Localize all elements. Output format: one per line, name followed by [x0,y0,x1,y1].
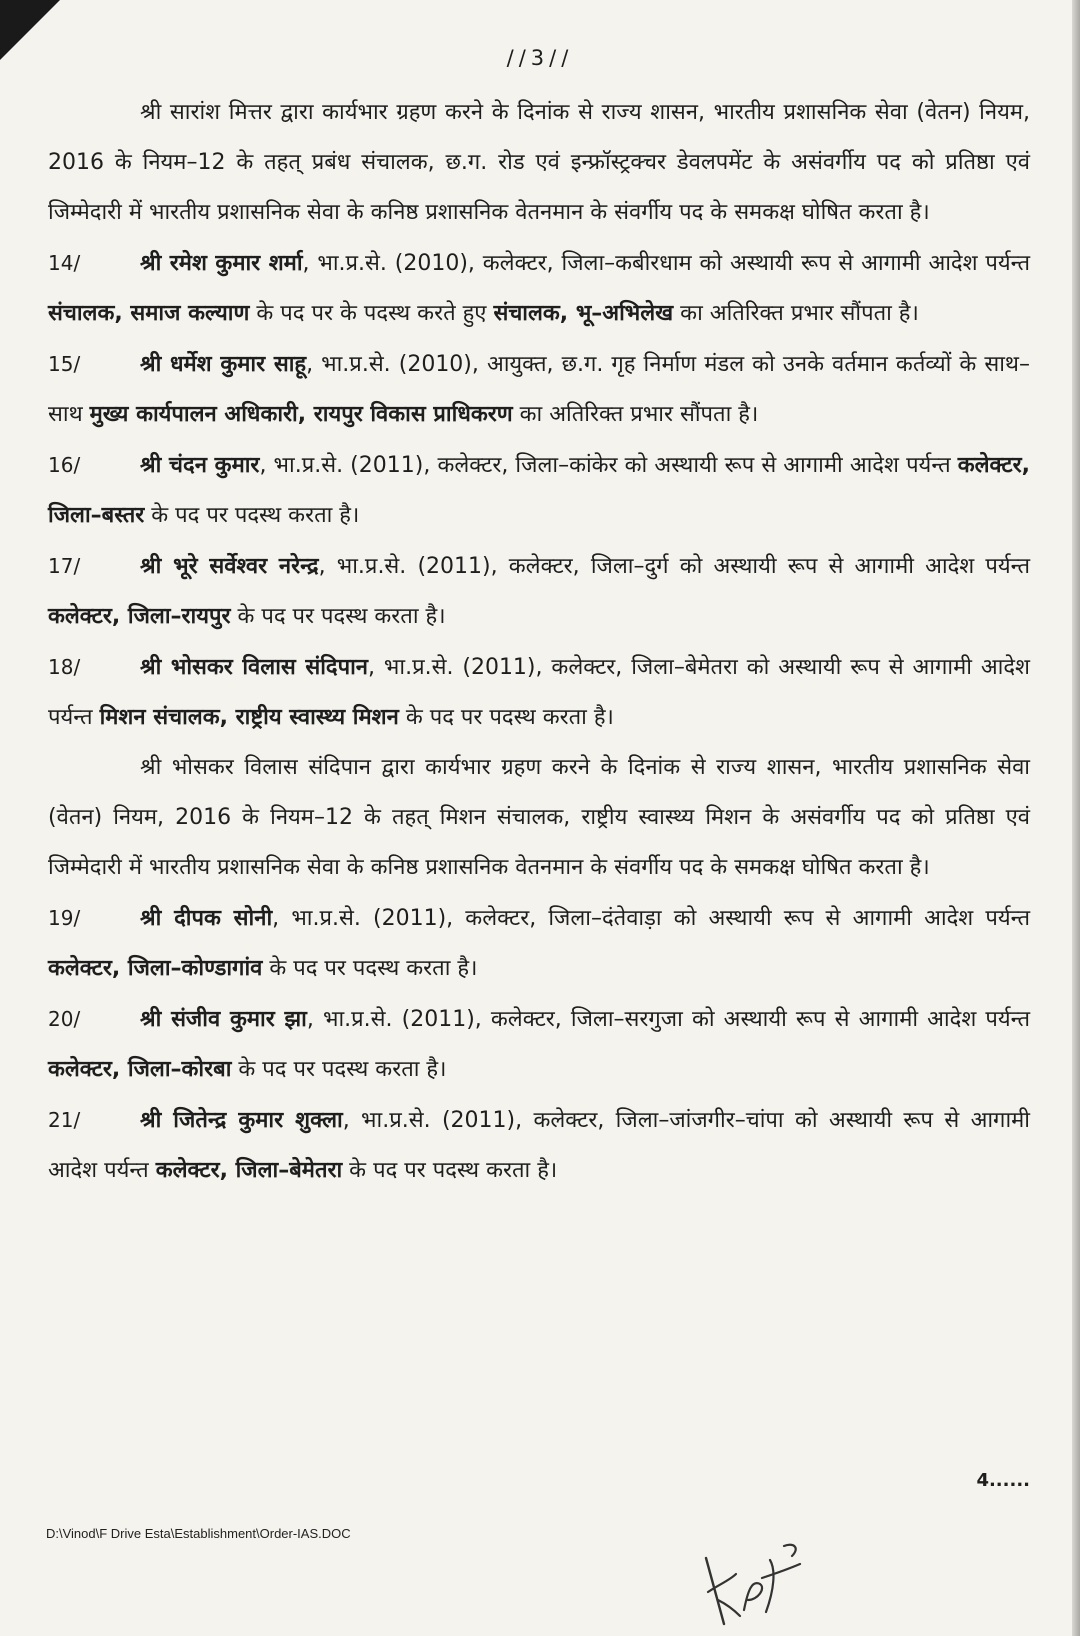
entry-text: , भा.प्र.से. (2011), कलेक्टर, जिला–दुर्ग को अस्थायी रूप से आगामी आदेश पर्यन्त [318,554,1030,579]
posting-title: मुख्य कार्यपालन अधिकारी, रायपुर विकास प्राधिकरण [89,402,513,427]
order-entry [48,994,1030,1095]
entry-text: , भा.प्र.से. (2010), आयुक्त, छ.ग. गृह निर्माण मंडल को उनके वर्तमान कर्तव्यों के साथ–साथ [48,352,1030,427]
entry-text: , भा.प्र.से. (2011), कलेक्टर, जिला–सरगुजा को अस्थायी रूप से आगामी आदेश पर्यन्त [306,1007,1030,1032]
officer-name: श्री संजीव कुमार झा [140,1007,307,1032]
entry-text: के पद पर पदस्थ करता है। [342,1158,558,1183]
document-body [48,88,1030,1196]
entry-text: , भा.प्र.से. (2011), कलेक्टर, जिला–दंतेवाड़ा को अस्थायी रूप से आगामी आदेश पर्यन्त [272,906,1030,931]
entry-number: 17/ [48,554,81,578]
entry-number: 14/ [48,251,81,275]
entry-text: , भा.प्र.से. (2010), कलेक्टर, जिला–कबीरधाम को अस्थायी रूप से आगामी आदेश पर्यन्त [302,251,1030,276]
officer-name: श्री भोसकर विलास संदिपान [140,655,369,680]
continuation-marker: 4...... [976,1470,1030,1491]
posting-title: कलेक्टर, जिला–रायपुर [48,604,231,629]
entry-number: 20/ [48,1007,81,1031]
officer-name: श्री जितेन्द्र कुमार शुक्ला [140,1108,343,1133]
mid-paragraph: श्री भोसकर विलास संदिपान द्वारा कार्यभार ग्रहण करने के दिनांक से राज्य शासन, भारतीय प्रशासनिक सेवा (वेतन) नियम, 2016 के नियम–12 के तहत् मिशन संचालक, राष्ट्रीय स्वास्थ्य मिशन के असंवर्गीय पद को प्रतिष्ठा एवं जिम्मेदारी में भारतीय प्रशासनिक सेवा के कनिष्ठ प्रशासनिक वेतनमान के संवर्गीय पद के समकक्ष घोषित करता है। [48,755,1031,880]
order-entry [48,339,1030,440]
order-entry [48,541,1030,642]
order-entry [48,440,1030,541]
posting-title: संचालक, समाज कल्याण [48,301,250,326]
file-path-footer: D:\Vinod\F Drive Esta\Establishment\Order-IAS.DOC [46,1526,351,1541]
entry-text: का अतिरिक्त प्रभार सौंपता है। [673,301,919,326]
officer-name: श्री रमेश कुमार शर्मा [140,251,303,276]
posting-title: कलेक्टर, जिला–बेमेतरा [155,1158,343,1183]
entry-text: , भा.प्र.से. (2011), कलेक्टर, जिला–बेमेतरा को अस्थायी रूप से आगामी आदेश पर्यन्त [48,655,1030,730]
entry-text: , भा.प्र.से. (2011), कलेक्टर, जिला–जांजगीर–चांपा को अस्थायी रूप से आगामी आदेश पर्यन्त [48,1108,1031,1183]
entry-text: के पद पर पदस्थ करता है। [230,604,446,629]
entry-number: 19/ [48,906,81,930]
order-entry [48,893,1030,994]
posting-title: मिशन संचालक, राष्ट्रीय स्वास्थ्य मिशन [99,705,399,730]
officer-name: श्री भूरे सर्वेश्वर नरेन्द्र [140,554,319,579]
order-entry [48,642,1030,743]
entry-text: के पद पर पदस्थ करता है। [398,705,614,730]
entry-number: 18/ [48,655,81,679]
handwritten-signature [700,1540,810,1630]
entry-number: 21/ [48,1108,81,1132]
order-entries-continued [48,893,1030,1196]
posting-title: कलेक्टर, जिला–कोरबा [48,1057,232,1082]
entry-text: , भा.प्र.से. (2011), कलेक्टर, जिला–कांकेर को अस्थायी रूप से आगामी आदेश पर्यन्त [259,453,958,478]
officer-name: श्री धर्मेश कुमार साहू [140,352,307,377]
entry-text: के पद पर पदस्थ करता है। [262,956,478,981]
posting-title: संचालक, भू–अभिलेख [493,301,674,326]
entry-text: के पद पर पदस्थ करता है। [144,503,360,528]
entry-text: का अतिरिक्त प्रभार सौंपता है। [512,402,759,427]
entry-text: के पद पर पदस्थ करता है। [231,1057,447,1082]
entry-text: के पद पर के पदस्थ करते हुए [249,301,494,326]
order-entries [48,238,1030,743]
page-number: //3// [506,46,574,70]
order-entry [48,238,1030,339]
officer-name: श्री चंदन कुमार [140,453,260,478]
page-edge-shadow [1072,0,1080,1636]
posting-title: कलेक्टर, जिला–कोण्डागांव [48,956,263,981]
entry-number: 16/ [48,453,81,477]
posting-title: कलेक्टर, जिला–बस्तर [48,453,1030,528]
intro-paragraph: श्री सारांश मित्तर द्वारा कार्यभार ग्रहण करने के दिनांक से राज्य शासन, भारतीय प्रशासनिक सेवा (वेतन) नियम, 2016 के नियम–12 के तहत् प्रबंध संचालक, छ.ग. रोड एवं इन्फ्रॉस्ट्रक्चर डेवलपमेंट के असंवर्गीय पद को प्रतिष्ठा एवं जिम्मेदारी में भारतीय प्रशासनिक सेवा के कनिष्ठ प्रशासनिक वेतनमान के संवर्गीय पद के समकक्ष घोषित करता है। [48,100,1030,225]
order-entry [48,1095,1030,1196]
officer-name: श्री दीपक सोनी [140,906,273,931]
entry-number: 15/ [48,352,81,376]
